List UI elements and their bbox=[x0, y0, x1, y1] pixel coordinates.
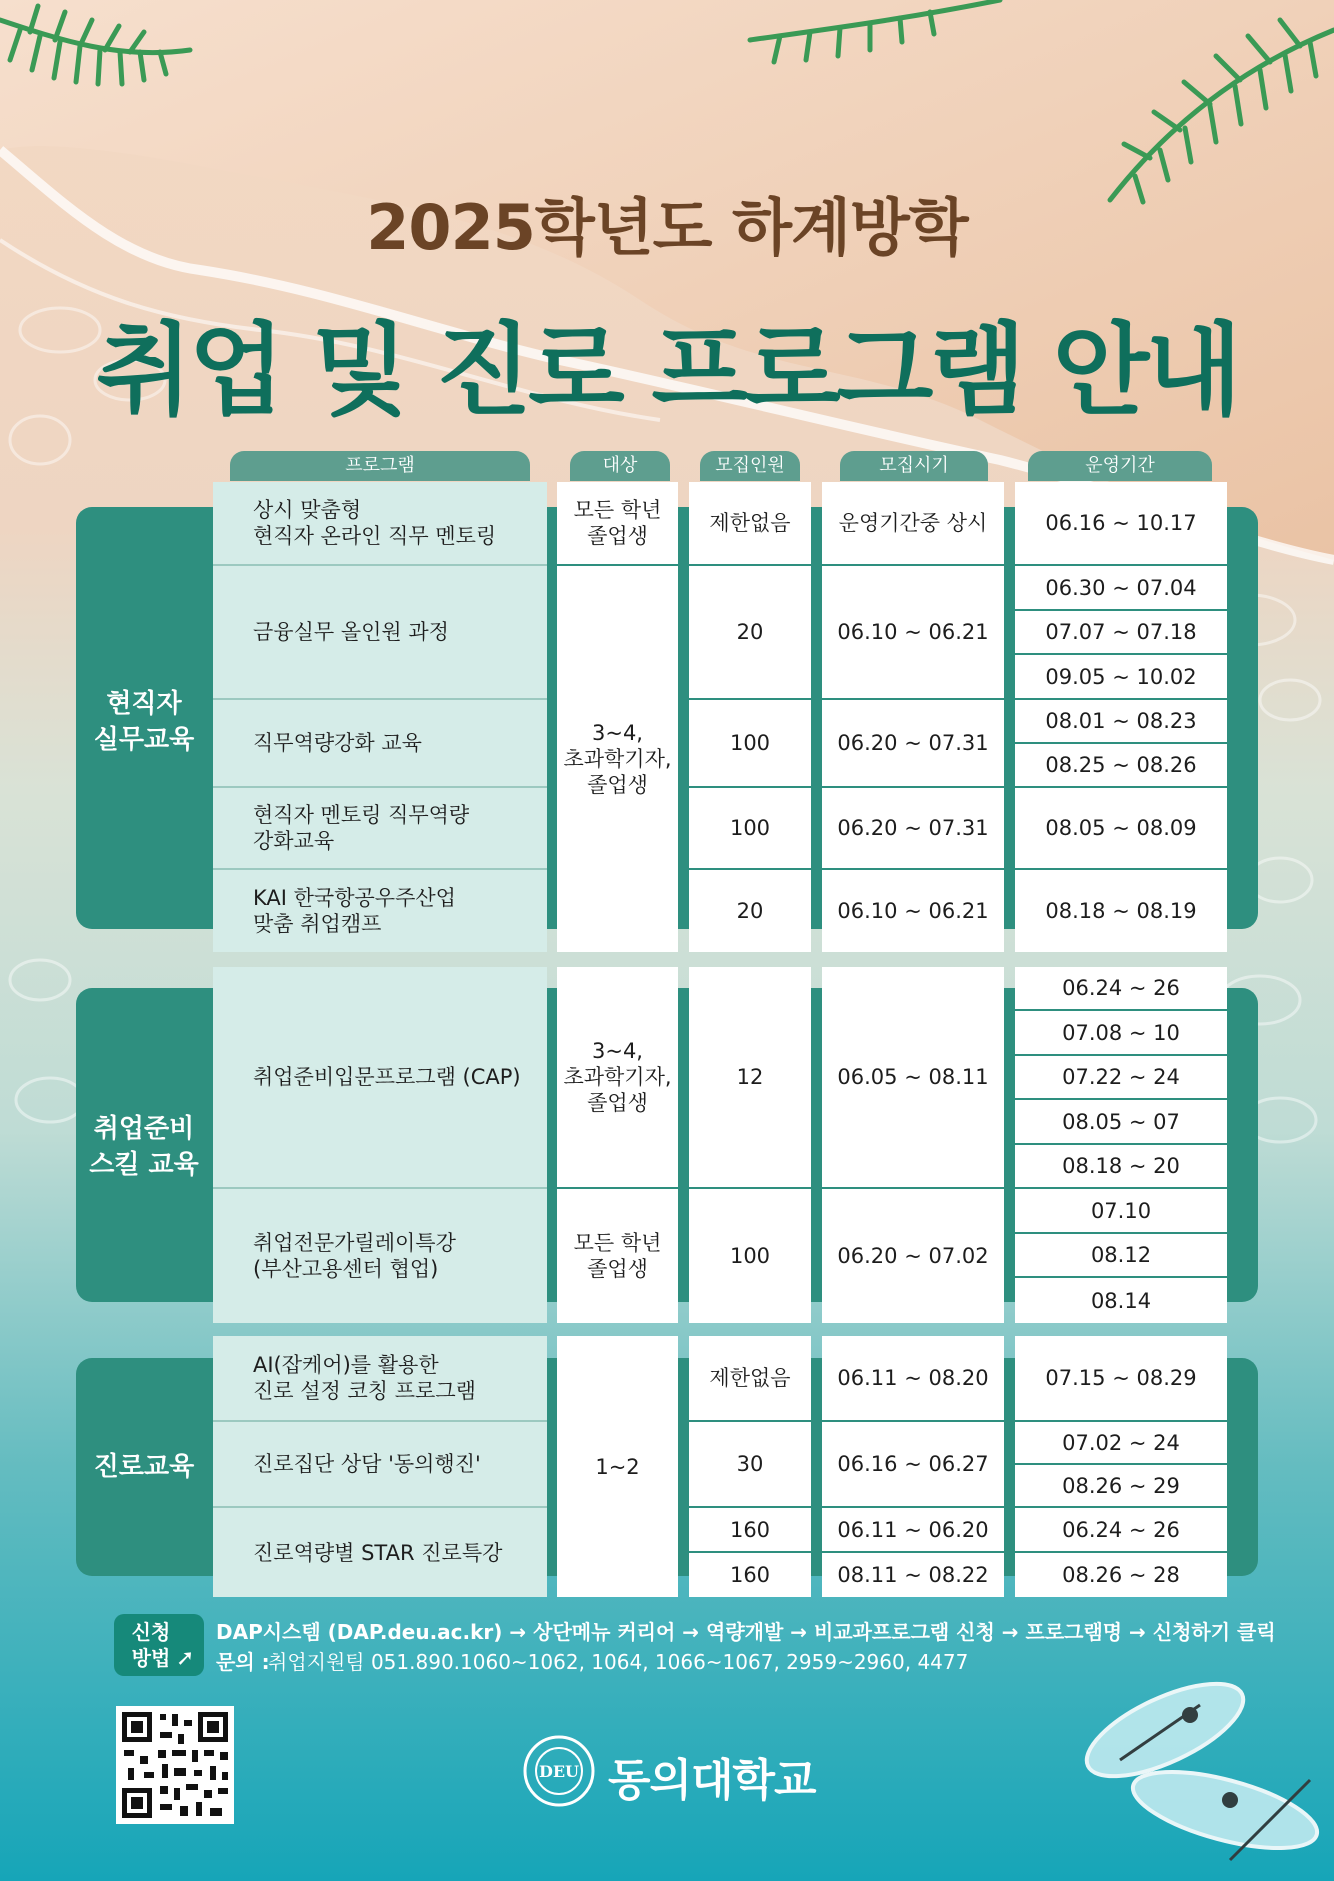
recruit-count-cell: 160 bbox=[689, 1508, 811, 1553]
recruit-count-cell: 제한없음 bbox=[689, 1336, 811, 1422]
operation-period-cell: 08.26 ~ 29 bbox=[1015, 1465, 1227, 1508]
target-cell: 1~2 bbox=[557, 1336, 678, 1597]
year-title: 2025학년도 하계방학 bbox=[366, 191, 968, 264]
target-cell: 3~4, 초과학기자, 졸업생 bbox=[557, 967, 678, 1189]
recruit-count-cell: 20 bbox=[689, 566, 811, 700]
recruit-period-cell: 운영기간중 상시 bbox=[822, 482, 1004, 566]
recruit-period-cell: 06.20 ~ 07.31 bbox=[822, 788, 1004, 870]
qr-code[interactable] bbox=[116, 1706, 234, 1824]
program-cell: 현직자 멘토링 직무역량 강화교육 bbox=[213, 788, 547, 870]
category-label: 진로교육 bbox=[93, 1452, 195, 1482]
operation-period-cell: 08.05 ~ 07 bbox=[1015, 1100, 1227, 1145]
column-header-recruit-period: 모집시기 bbox=[840, 451, 988, 481]
operation-period-cell: 06.24 ~ 26 bbox=[1015, 967, 1227, 1011]
column-header-target: 대상 bbox=[570, 451, 670, 481]
operation-period-cell: 06.16 ~ 10.17 bbox=[1015, 482, 1227, 566]
recruit-period-cell: 06.10 ~ 06.21 bbox=[822, 870, 1004, 952]
operation-period-cell: 07.07 ~ 07.18 bbox=[1015, 611, 1227, 655]
operation-period-cell: 06.30 ~ 07.04 bbox=[1015, 566, 1227, 611]
recruit-period-cell: 06.20 ~ 07.31 bbox=[822, 700, 1004, 788]
contact-label: 문의 : bbox=[216, 1650, 270, 1674]
recruit-count-cell: 100 bbox=[689, 700, 811, 788]
program-cell: 진로역량별 STAR 진로특강 bbox=[213, 1508, 547, 1597]
operation-period-cell: 08.25 ~ 08.26 bbox=[1015, 744, 1227, 788]
contact-text: 취업지원팀 051.890.1060~1062, 1064, 1066~1067, 2959~2960, 4477 bbox=[268, 1650, 969, 1674]
program-cell: KAI 한국항공우주산업 맞춤 취업캠프 bbox=[213, 870, 547, 952]
recruit-count-cell: 100 bbox=[689, 1189, 811, 1323]
apply-method-label: 신청 방법 bbox=[114, 1614, 204, 1676]
recruit-period-cell: 06.20 ~ 07.02 bbox=[822, 1189, 1004, 1323]
operation-period-cell: 07.10 bbox=[1015, 1189, 1227, 1234]
recruit-period-cell: 06.11 ~ 06.20 bbox=[822, 1508, 1004, 1553]
operation-period-cell: 07.02 ~ 24 bbox=[1015, 1422, 1227, 1465]
recruit-period-cell: 06.11 ~ 08.20 bbox=[822, 1336, 1004, 1422]
cursor-icon: ➚ bbox=[176, 1646, 195, 1671]
program-cell: 취업준비입문프로그램 (CAP) bbox=[213, 967, 547, 1189]
column-header-recruit-count: 모집인원 bbox=[700, 451, 800, 481]
target-cell: 3~4, 초과학기자, 졸업생 bbox=[557, 566, 678, 952]
program-cell: AI(잡케어)를 활용한 진로 설정 코칭 프로그램 bbox=[213, 1336, 547, 1422]
recruit-count-cell: 12 bbox=[689, 967, 811, 1189]
recruit-period-cell: 08.11 ~ 08.22 bbox=[822, 1553, 1004, 1597]
operation-period-cell: 08.05 ~ 08.09 bbox=[1015, 788, 1227, 870]
operation-period-cell: 06.24 ~ 26 bbox=[1015, 1508, 1227, 1553]
program-cell: 상시 맞춤형 현직자 온라인 직무 멘토링 bbox=[213, 482, 547, 566]
apply-method-text: DAP시스템 (DAP.deu.ac.kr) → 상단메뉴 커리어 → 역량개발 → 비교과프로그램 신청 → 프로그램명 → 신청하기 클릭 bbox=[216, 1620, 1276, 1644]
program-cell: 취업전문가릴레이특강 (부산고용센터 협업) bbox=[213, 1189, 547, 1323]
seal-mark-text: DEU bbox=[538, 1762, 580, 1781]
operation-period-cell: 07.08 ~ 10 bbox=[1015, 1011, 1227, 1056]
recruit-period-cell: 06.10 ~ 06.21 bbox=[822, 566, 1004, 700]
target-cell: 모든 학년 졸업생 bbox=[557, 482, 678, 566]
recruit-period-cell: 06.05 ~ 08.11 bbox=[822, 967, 1004, 1189]
category-label: 현직자 실무교육 bbox=[93, 689, 195, 755]
recruit-count-cell: 20 bbox=[689, 870, 811, 952]
program-cell: 금융실무 올인원 과정 bbox=[213, 566, 547, 700]
column-header-operation-period: 운영기간 bbox=[1028, 451, 1212, 481]
operation-period-cell: 08.12 bbox=[1015, 1234, 1227, 1278]
target-cell: 모든 학년 졸업생 bbox=[557, 1189, 678, 1323]
operation-period-cell: 08.18 ~ 08.19 bbox=[1015, 870, 1227, 952]
program-cell: 진로집단 상담 '동의행진' bbox=[213, 1422, 547, 1508]
operation-period-cell: 07.15 ~ 08.29 bbox=[1015, 1336, 1227, 1422]
operation-period-cell: 09.05 ~ 10.02 bbox=[1015, 655, 1227, 700]
operation-period-cell: 07.22 ~ 24 bbox=[1015, 1056, 1227, 1100]
operation-period-cell: 08.18 ~ 20 bbox=[1015, 1145, 1227, 1189]
recruit-count-cell: 30 bbox=[689, 1422, 811, 1508]
main-title: 취업 및 진로 프로그램 안내 bbox=[96, 312, 1238, 429]
university-seal-icon bbox=[522, 1734, 596, 1808]
recruit-count-cell: 160 bbox=[689, 1553, 811, 1597]
program-cell: 직무역량강화 교육 bbox=[213, 700, 547, 788]
operation-period-cell: 08.01 ~ 08.23 bbox=[1015, 700, 1227, 744]
category-label: 취업준비 스킬 교육 bbox=[89, 1114, 199, 1180]
operation-period-cell: 08.14 bbox=[1015, 1278, 1227, 1323]
column-header-program: 프로그램 bbox=[230, 451, 530, 481]
recruit-count-cell: 제한없음 bbox=[689, 482, 811, 566]
operation-period-cell: 08.26 ~ 28 bbox=[1015, 1553, 1227, 1597]
recruit-count-cell: 100 bbox=[689, 788, 811, 870]
recruit-period-cell: 06.16 ~ 06.27 bbox=[822, 1422, 1004, 1508]
university-name: 동의대학교 bbox=[608, 1755, 816, 1806]
